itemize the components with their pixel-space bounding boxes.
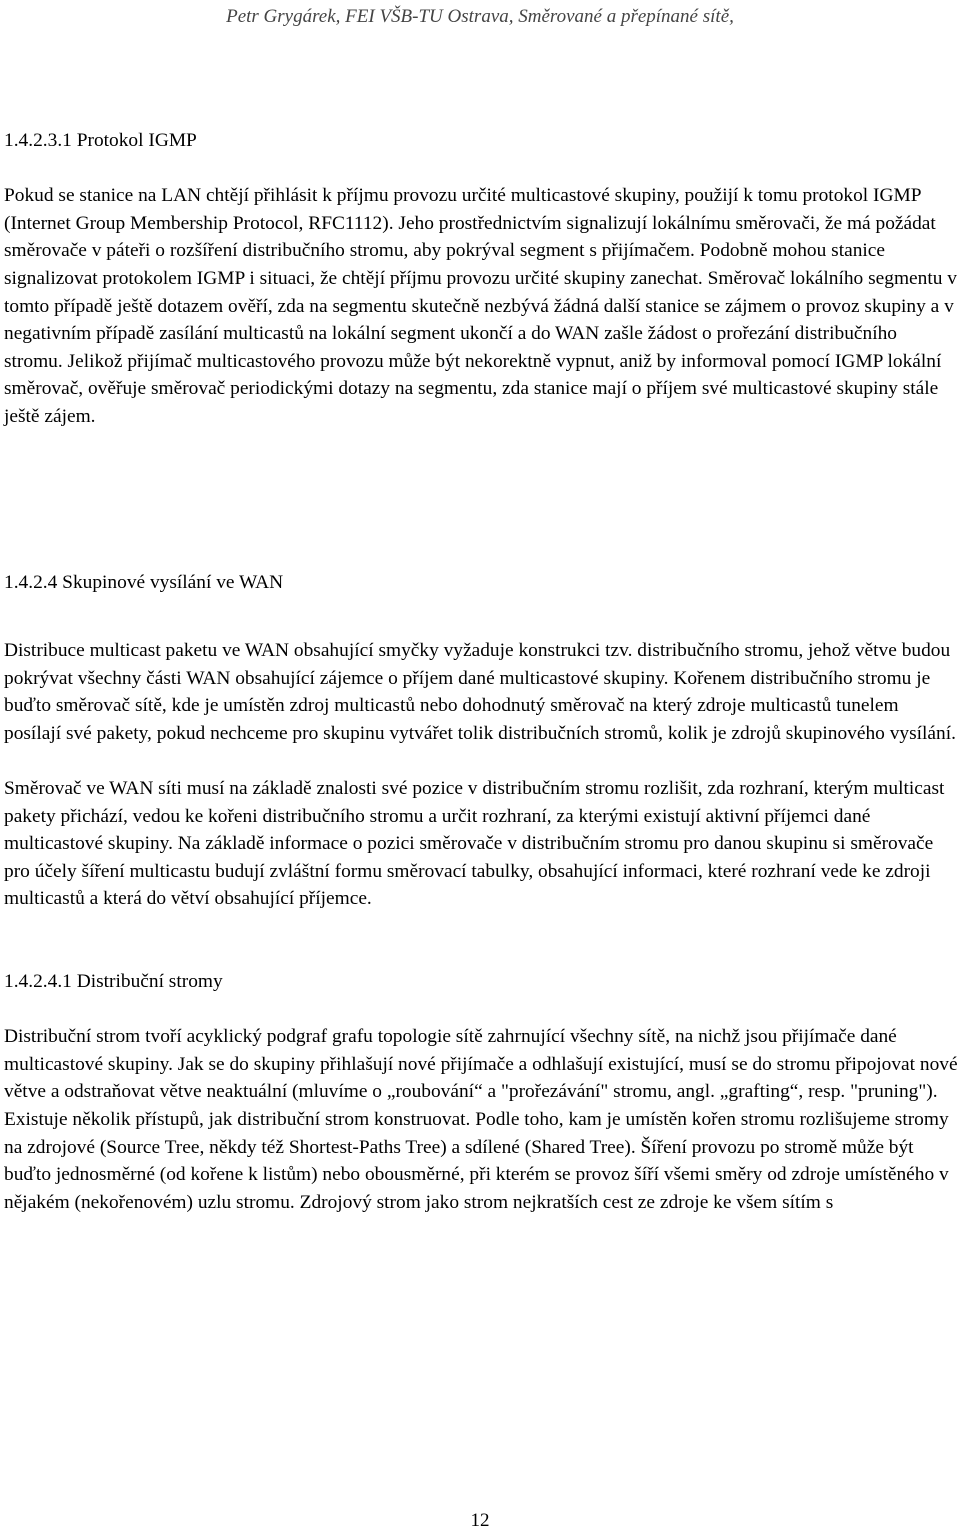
paragraph: Distribuce multicast paketu ve WAN obsahující smyčky vyžaduje konstrukci tzv. distribučního stromu, jehož větve budou pokrývat všechny části WAN obsahující zájemce o příjem dané multicastové skupiny. Kořenem distribučního stromu je buďto směrovač sítě, kde je umístěn zdroj multicastů nebo dohodnutý směrovač na který zdroje multicastů tunelem posílají své pakety, pokud nechceme pro skupinu vytvářet tolik distribučních stromů, kolik je zdrojů skupinového vysílání.	[4, 640, 956, 744]
paragraph: Distribuční strom tvoří acyklický podgraf grafu topologie sítě zahrnující všechny sítě, na nichž jsou přijímače dané multicastové skupiny. Jak se do skupiny přihlašují nové přijímače a odhlašují existující, musí se do stromu připojovat nové větve a odstraňovat větve neaktuální (mluvíme o „roubování“ a "prořezávání" stromu, angl. „grafting“, resp. "pruning").	[4, 1026, 958, 1103]
paragraph: Existuje několik přístupů, jak distribuční strom konstruovat. Podle toho, kam je umístěn kořen stromu rozlišujeme stromy na zdrojové (Source Tree, někdy též Shortest-Paths Tree) a sdílené (Shared Tree). Šíření provozu po stromě může být buďto jednosměrné (od kořene k listům) nebo obousměrné, při kterém se provoz šíří všemi směry od zdroje umístěného v nějakém (nekořenovém) uzlu stromu. Zdrojový strom jako strom nejkratších cest ze zdroje ke všem sítím s	[4, 1109, 949, 1213]
paragraph: Pokud se stanice na LAN chtějí přihlásit k příjmu provozu určité multicastové skupiny, použijí k tomu protokol IGMP (Internet Group Membership Protocol, RFC1112). Jeho prostřednictvím signalizují lokálnímu směrovači, že má požádat směrovače v páteři o rozšíření distribučního stromu, aby pokrýval segment s přijímačem. Podobně mohou stanice signalizovat protokolem IGMP i situaci, že chtějí příjmu provozu určité skupiny zanechat. Směrovač lokálního segmentu v tomto případě ještě dotazem ověří, zda na segmentu skutečně nezbývá žádná další stanice se zájmem o provoz skupiny a v negativním případě zasílání multicastů na lokální segment ukončí a do WAN zašle žádost o prořezání distribučního stromu. Jelikož přijímač multicastového provozu může být nekorektně vypnut, aniž by informoval pomocí IGMP lokální směrovač, ověřuje směrovač periodickými dotazy na segmentu, zda stanice mají o příjem své multicastové skupiny stále ještě zájem.	[4, 185, 957, 427]
section-heading: 1.4.2.4 Skupinové vysílání ve WAN	[4, 571, 284, 593]
section-heading: 1.4.2.3.1 Protokol IGMP	[4, 130, 197, 151]
section-heading: 1.4.2.4.1 Distribuční stromy	[4, 971, 223, 993]
paragraph: Směrovač ve WAN síti musí na základě znalosti své pozice v distribučním stromu rozlišit, zda rozhraní, kterým multicast pakety přichází, vedou ke kořeni distribučního stromu a určit rozhraní, za kterými existují aktivní příjemci dané multicastové skupiny. Na základě informace o pozici směrovače v distribučním stromu pro danou skupinu si směrovače pro účely šíření multicastu budují zvláštní formu směrovací tabulky, obsahující informaci, které rozhraní vede ke zdroji multicastů a která do větví obsahující příjemce.	[4, 778, 945, 910]
page-number: 12	[470, 1510, 490, 1531]
running-header: Petr Grygárek, FEI VŠB-TU Ostrava, Směrované a přepínané sítě,	[226, 6, 734, 27]
page-content	[4, 127, 959, 1216]
